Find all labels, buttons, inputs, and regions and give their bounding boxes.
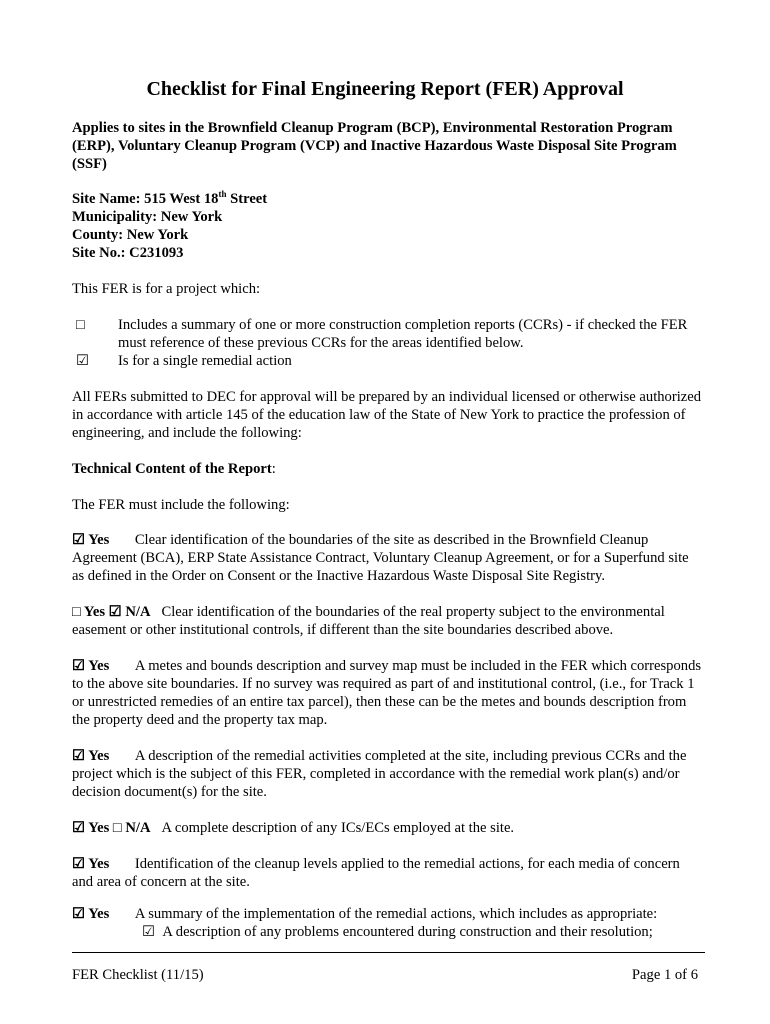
checklist-item (72, 603, 702, 639)
single-remedial-checkbox[interactable]: ☑ (76, 353, 90, 369)
site-number: Site No.: C231093 (72, 245, 184, 261)
item-text: A description of the remedial activities completed at the site, including previous CCRs and the project which is the subject of this FER, completed in accordance with the remedial work plan(s) and/or decision document(s) for the site. (72, 748, 687, 800)
page-title: Checklist for Final Engineering Report (FER) Approval (146, 78, 624, 100)
single-remedial-label: Is for a single remedial action (118, 353, 292, 369)
technical-heading-text: Technical Content of the Report (72, 461, 272, 477)
item-status[interactable]: ☑ Yes □ N/A (72, 820, 151, 836)
ccr-option-label: Includes a summary of one or more construction completion reports (CCRs) - if checked the FER must reference of these previous CCRs for the areas identified below. (118, 317, 688, 351)
checklist-item (72, 531, 702, 585)
must-include-text: The FER must include the following: (72, 497, 290, 513)
sub-item-text: A description of any problems encountered during construction and their resolution; (162, 924, 653, 940)
municipality: Municipality: New York (72, 209, 223, 225)
checklist-item (72, 905, 702, 923)
footer-form-id: FER Checklist (11/15) (72, 967, 204, 983)
checklist-item (72, 819, 702, 837)
technical-heading-colon: : (271, 461, 276, 477)
item-status[interactable]: □ Yes ☑ N/A (72, 604, 151, 620)
sub-item-checkbox[interactable]: ☑ (142, 924, 156, 940)
item-text: A summary of the implementation of the remedial actions, which includes as appropriate: (134, 906, 658, 922)
checklist-sub-item (142, 923, 702, 941)
site-name-street: Street (226, 191, 268, 207)
applies-to-text: Applies to sites in the Brownfield Cleanup Program (BCP), Environmental Restoration Program (ERP), Voluntary Cleanup Program (VCP) and Inactive Hazardous Waste Disposal Site Program (SSF) (72, 120, 677, 172)
item-status[interactable]: ☑ Yes (72, 532, 110, 548)
item-status[interactable]: ☑ Yes (72, 748, 110, 764)
site-name (72, 190, 702, 208)
licensing-paragraph: All FERs submitted to DEC for approval will be prepared by an individual licensed or otherwise authorized in accordance with article 145 of the education law of the State of New York to practice the profession of engineering, and include the following: (72, 389, 702, 441)
item-text: Clear identification of the boundaries of the site as described in the Brownfield Cleanup Agreement (BCA), ERP State Assistance Contract, Voluntary Cleanup Agreement, or for a Superfund site as defined in the Order on Consent or the Inactive Hazardous Waste Disposal Site Registry. (72, 532, 689, 584)
footer-divider (72, 952, 705, 953)
checklist-item (72, 747, 702, 801)
site-name-value: 515 West 18 (144, 191, 219, 207)
checklist-item (72, 855, 702, 891)
item-text: A metes and bounds description and survey map must be included in the FER which corresponds to the above site boundaries. If no survey was required as part of and institutional control, (i.e., for Track 1 or unrestricted remedies of an entire tax parcel), then these can be the metes and bounds description from the property deed and the property tax map. (72, 658, 702, 728)
item-text: A complete description of any ICs/ECs employed at the site. (161, 820, 515, 836)
item-status[interactable]: ☑ Yes (72, 658, 110, 674)
county: County: New York (72, 227, 189, 243)
project-option-ccr (72, 316, 702, 352)
project-intro: This FER is for a project which: (72, 281, 261, 297)
project-option-single (72, 352, 702, 370)
item-status[interactable]: ☑ Yes (72, 856, 110, 872)
technical-heading (72, 460, 702, 478)
item-status[interactable]: ☑ Yes (72, 906, 110, 922)
footer-page-number: Page 1 of 6 (631, 967, 698, 983)
site-name-label: Site Name: (72, 191, 145, 207)
site-name-suffix: th (218, 189, 227, 200)
item-text: Identification of the cleanup levels applied to the remedial actions, for each media of concern and area of concern at the site. (72, 856, 680, 890)
ccr-checkbox[interactable]: □ (76, 317, 85, 333)
item-text: Clear identification of the boundaries of the real property subject to the environmental easement or other institutional controls, if different than the site boundaries described above. (72, 604, 665, 638)
checklist-item (72, 657, 702, 729)
